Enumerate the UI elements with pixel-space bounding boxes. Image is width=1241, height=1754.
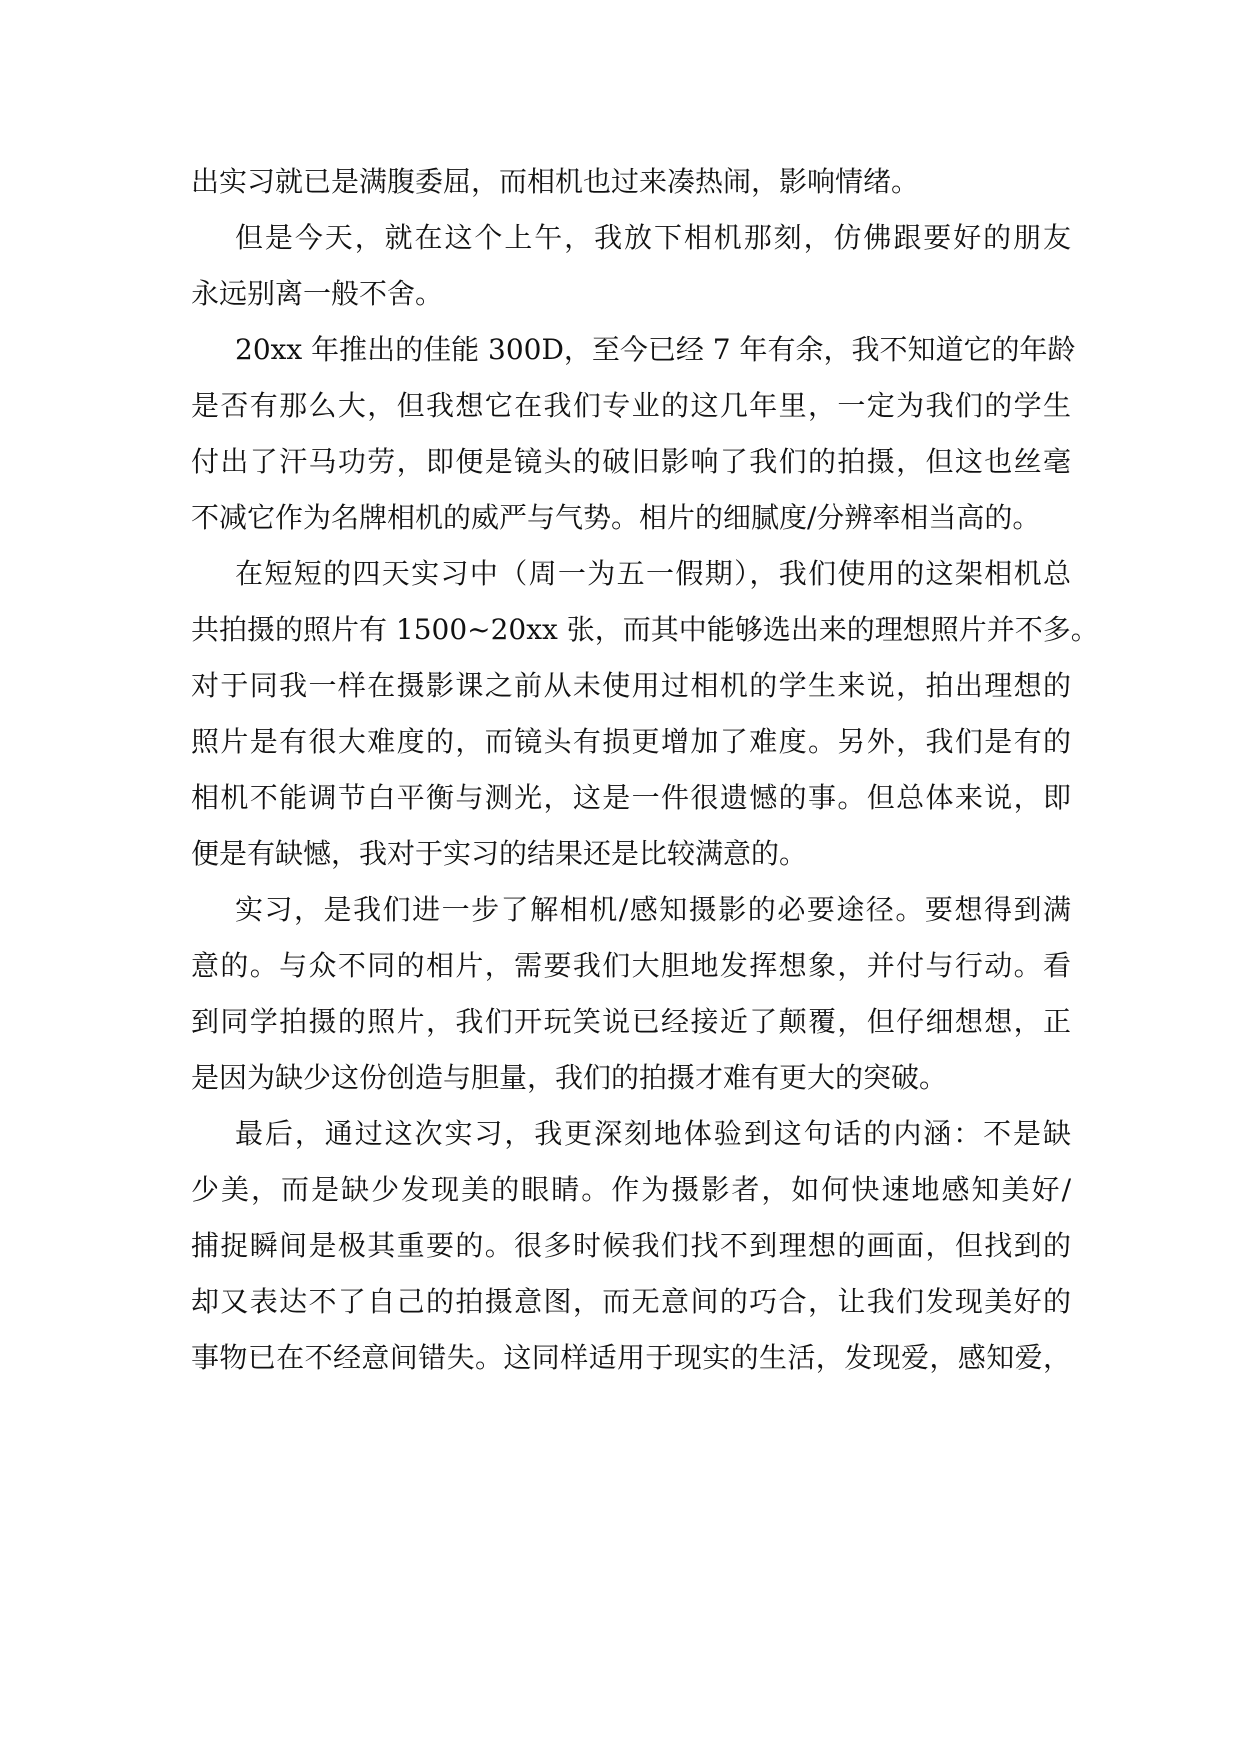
text-line: 却又表达不了自己的拍摄意图，而无意间的巧合，让我们发现美好的 [191, 1285, 1071, 1318]
text-line: 相机不能调节白平衡与测光，这是一件很遗憾的事。但总体来说，即 [191, 781, 1071, 814]
text-line: 便是有缺憾，我对于实习的结果还是比较满意的。 [191, 837, 808, 870]
text-line: 但是今天，就在这个上午，我放下相机那刻，仿佛跟要好的朋友 [235, 221, 1071, 254]
text-line: 捕捉瞬间是极其重要的。很多时候我们找不到理想的画面，但找到的 [191, 1229, 1071, 1262]
text-line: 付出了汗马功劳，即便是镜头的破旧影响了我们的拍摄，但这也丝毫 [191, 445, 1071, 478]
text-line: 共拍摄的照片有 1500~20xx 张，而其中能够选出来的理想照片并不多。 [191, 613, 1099, 646]
text-line: 对于同我一样在摄影课之前从未使用过相机的学生来说，拍出理想的 [191, 669, 1071, 702]
body-text [191, 154, 1099, 1386]
text-line: 少美，而是缺少发现美的眼睛。作为摄影者，如何快速地感知美好/ [191, 1173, 1071, 1206]
text-line: 在短短的四天实习中（周一为五一假期），我们使用的这架相机总 [235, 557, 1071, 590]
text-line: 20xx 年推出的佳能 300D，至今已经 7 年有余，我不知道它的年龄 [235, 333, 1076, 366]
text-line: 是因为缺少这份创造与胆量，我们的拍摄才难有更大的突破。 [191, 1061, 948, 1094]
text-line: 照片是有很大难度的，而镜头有损更增加了难度。另外，我们是有的 [191, 725, 1071, 758]
text-line: 事物已在不经意间错失。这同样适用于现实的生活，发现爱，感知爱， [191, 1341, 1071, 1374]
text-line: 最后，通过这次实习，我更深刻地体验到这句话的内涵：不是缺 [235, 1117, 1071, 1150]
text-line: 永远别离一般不舍。 [191, 277, 444, 310]
text-line: 到同学拍摄的照片，我们开玩笑说已经接近了颠覆，但仔细想想，正 [191, 1005, 1071, 1038]
text-line: 不减它作为名牌相机的威严与气势。相片的细腻度/分辨率相当高的。 [191, 501, 1041, 534]
text-line: 出实习就已是满腹委屈，而相机也过来凑热闹，影响情绪。 [191, 165, 920, 198]
text-line: 是否有那么大，但我想它在我们专业的这几年里，一定为我们的学生 [191, 389, 1071, 422]
text-line: 意的。与众不同的相片，需要我们大胆地发挥想象，并付与行动。看 [191, 949, 1071, 982]
text-line: 实习，是我们进一步了解相机/感知摄影的必要途径。要想得到满 [235, 893, 1071, 926]
